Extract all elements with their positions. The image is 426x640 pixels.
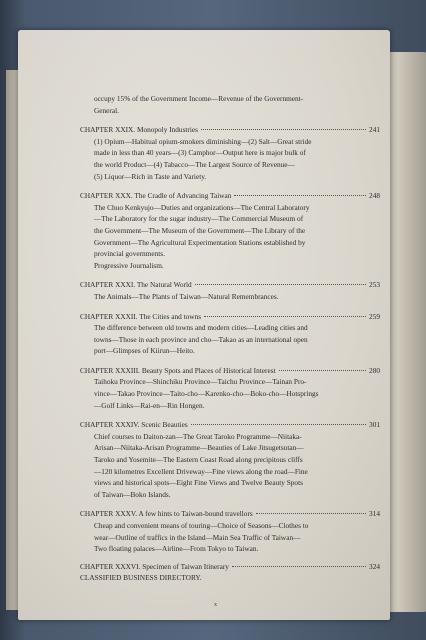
chapter-summary	[80, 376, 380, 411]
chapter-title: CHAPTER XXXV. A few hints to Taiwan-bound travellors	[80, 509, 253, 519]
chapter-title: CHAPTER XXXI. The Natural World	[80, 280, 192, 290]
chapter-summary-line: (1) Opium—Habitual opium-smokers diminishing—(2) Salt—Great stride	[94, 136, 312, 146]
chapter-summary-line: provincial governments.	[94, 249, 165, 259]
chapter-summary-line: Two floating palaces—Airline—From Tokyo to Taiwan.	[94, 544, 259, 554]
page-folio: x	[214, 602, 217, 608]
chapter-summary-line: The Animals—The Plants of Taiwan—Natural Remembrances.	[94, 291, 279, 301]
chapter-page-number: 324	[369, 561, 380, 571]
chapter-summary-line: port—Glimpses of Kiirun—Heito.	[94, 346, 195, 356]
chapter-summary	[80, 520, 380, 555]
chapter-list	[80, 124, 380, 572]
intro-line: General.	[94, 105, 119, 115]
chapter-summary-line: Cheap and convenient means of touring—Choice of Seasons—Clothes to	[94, 521, 309, 530]
table-of-contents	[80, 93, 380, 584]
chapter-summary-line: towns—Those in each province and cho—Takao as an international open	[94, 334, 308, 344]
chapter-summary	[80, 431, 380, 501]
chapter-title: CHAPTER XXX. The Cradle of Advancing Taiwan	[80, 191, 232, 201]
chapter-page-number: 301	[369, 420, 380, 430]
chapter-summary-line: the world Product—(4) Tabacco—The Largest Source of Revenue—	[94, 159, 295, 169]
chapter-entry	[80, 190, 380, 271]
chapter-summary-line: vince—Takao Province—Taito-cho—Karenko-cho—Boko-cho—Hotsprings	[94, 389, 319, 399]
chapter-summary-line: (5) Liquor—Rich in Taste and Variety.	[94, 171, 207, 181]
chapter-entry	[80, 311, 380, 357]
chapter-title: CHAPTER XXIX. Monopoly Industries	[80, 125, 198, 135]
dot-leader	[234, 195, 366, 196]
chapter-summary-line: Taihoku Province—Shinchiku Province—Taichu Province—Tainan Pro-	[94, 377, 307, 387]
chapter-page-number: 314	[369, 509, 380, 519]
chapter-summary-line: Chief courses to Daiton-zan—The Great Taroko Programme—Niitaka-	[94, 431, 302, 441]
chapter-entry	[80, 561, 380, 573]
chapter-title: CHAPTER XXXIV. Scenic Beauties	[80, 420, 188, 430]
chapter-page-number: 248	[369, 191, 380, 201]
chapter-heading	[80, 365, 380, 377]
chapter-entry	[80, 419, 380, 500]
chapter-summary-line: Arisan—Niitaka-Arisan Programme—Beauties of Lake Jitsugetsutan—	[94, 443, 304, 453]
chapter-heading	[80, 279, 380, 291]
chapter-summary-line: the Government—The Museum of the Government—The Library of the	[94, 225, 306, 235]
chapter-summary-line: The Chuo Kenkyujo—Duties and organizations—The Central Laboratory	[94, 202, 310, 212]
chapter-heading	[80, 124, 380, 136]
chapter-summary-line: The difference between old towns and modern cities—Leading cities and	[94, 323, 308, 333]
book-page	[18, 30, 390, 620]
classified-directory-line: CLASSIFIED BUSINESS DIRECTORY.	[80, 573, 202, 583]
dot-leader	[191, 424, 366, 425]
chapter-entry	[80, 279, 380, 302]
chapter-summary-line: Progressive Journalism.	[94, 260, 164, 270]
chapter-page-number: 241	[369, 125, 380, 135]
chapter-summary-line: made in less than 40 years—(3) Camphor—Output here is major bulk of	[94, 148, 306, 158]
chapter-entry	[80, 124, 380, 182]
dot-leader	[279, 370, 366, 371]
chapter-heading	[80, 190, 380, 202]
dot-leader	[201, 129, 366, 130]
chapter-entry	[80, 508, 380, 554]
chapter-title: CHAPTER XXXIII. Beauty Spots and Places of Historical Interest	[80, 365, 276, 375]
chapter-summary	[80, 291, 380, 303]
book-page-edge-right	[386, 52, 426, 612]
chapter-summary	[80, 136, 380, 182]
dot-leader	[256, 513, 366, 514]
chapter-title: CHAPTER XXXVI. Specimen of Taiwan Itinerary	[80, 561, 229, 571]
chapter-heading	[80, 311, 380, 323]
intro-line: occupy 15% of the Government Income—Revenue of the Government-	[94, 94, 304, 103]
chapter-summary	[80, 322, 380, 357]
chapter-summary-line: —Golf Links—Rai-en—Rin Hongen.	[94, 400, 205, 410]
chapter-heading	[80, 561, 380, 573]
chapter-summary	[80, 202, 380, 272]
chapter-summary-line: —The Laboratory for the sugar industry—The Commercial Museum of	[94, 214, 304, 224]
chapter-entry	[80, 365, 380, 411]
chapter-summary-line: wear—Outline of traffics in the Island—Main Sea Traffic of Taiwan—	[94, 532, 301, 542]
dot-leader	[204, 316, 366, 317]
chapter-summary-line: of Taiwan—Boko Islands.	[94, 489, 171, 499]
chapter-page-number: 253	[369, 280, 380, 290]
chapter-page-number: 280	[369, 365, 380, 375]
chapter-title: CHAPTER XXXII. The Cities and towns	[80, 311, 202, 321]
dot-leader	[195, 284, 366, 285]
chapter-summary-line: views and historical spots—Eight Fine Views and Twelve Beauty Spots	[94, 478, 303, 488]
chapter-summary-line: Taroko and Yosemite—The Eastern Coast Road along precipitous cliffs	[94, 455, 303, 465]
chapter-summary-line: —120 kilometres Excellent Driveway—Fine views along the road—Fine	[94, 466, 308, 476]
chapter-page-number: 259	[369, 311, 380, 321]
chapter-heading	[80, 419, 380, 431]
chapter-summary-line: Government—The Agricultural Experimentation Stations established by	[94, 237, 306, 247]
chapter-heading	[80, 508, 380, 520]
dot-leader	[232, 566, 366, 567]
